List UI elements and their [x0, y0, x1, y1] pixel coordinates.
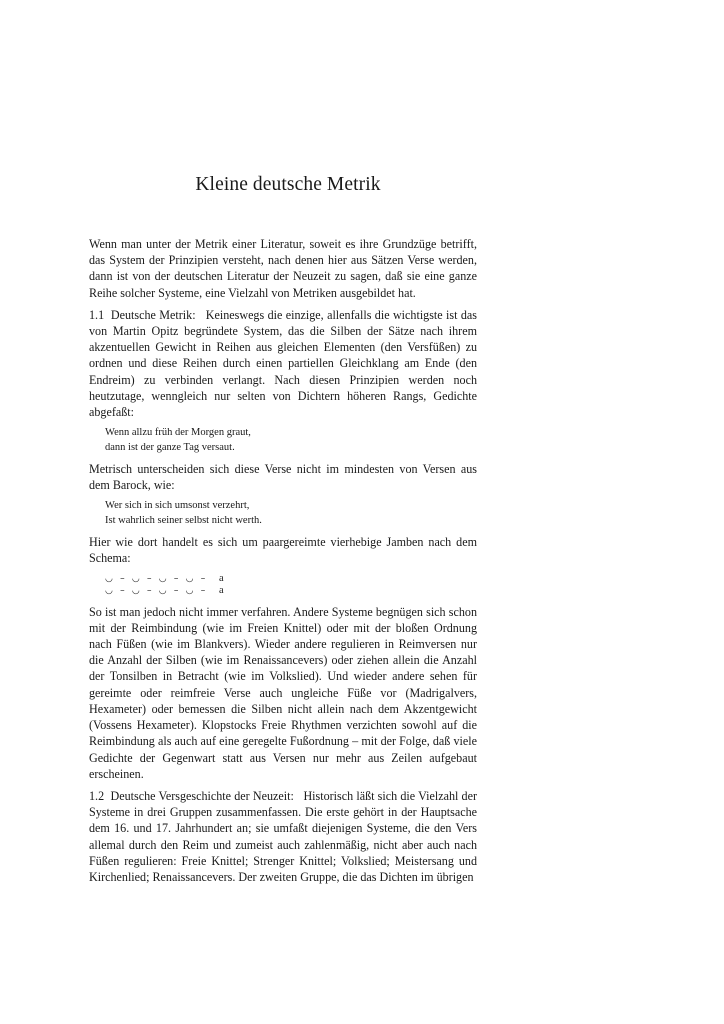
section-heading: Deutsche Metrik:: [110, 307, 196, 322]
section-heading: Deutsche Versgeschichte der Neuzeit:: [110, 788, 294, 803]
schema-rhyme: a: [219, 572, 224, 584]
section-1-2-paragraph: [89, 788, 477, 885]
paragraph: Metrisch unterscheiden sich diese Verse nicht im mindesten von Versen aus dem Barock, wie:: [89, 462, 477, 493]
section-number: 1.1: [89, 307, 105, 322]
metrical-schema: [105, 573, 477, 597]
paragraph: So ist man jedoch nicht immer verfahren. Andere Systeme begnügen sich schon mit der Reimbindung (wie im Freien Knittel) oder mit der bloßen Ordnung nach Füßen (wie im Blankvers). Wieder andere regulieren in Reimversen nur die Anzahl der Silben (wie im Renaissancevers) oder ziehen allein die Anzahl der Tonsilben in Betracht (wie im Volkslied). Und wieder andere sehen für gereimte oder reimfreie Verse auch ungleiche Füße vor (Madrigalvers, Hexameter) oder bemessen die Silben nicht allein nach dem Akzentgewicht (Vossens Hexameter). Klopstocks Freie Rhythmen verzichten sowohl auf die Reimbindung als auch auf eine geregelte Fußordnung – mit der Folge, daß viele Gedichte der Gegenwart statt aus Versen nur mehr aus Zeilen aufgebaut erscheinen.: [89, 604, 477, 781]
page-title: Kleine deutsche Metrik: [195, 174, 381, 195]
schema-symbols: ◡ – ◡ – ◡ – ◡ –: [105, 585, 208, 596]
verse-line: dann ist der ganze Tag versaut.: [105, 441, 235, 453]
verse-line: Wer sich in sich umsonst verzehrt,: [105, 500, 250, 512]
verse-quote-1: [105, 426, 477, 455]
schema-symbols: ◡ – ◡ – ◡ – ◡ –: [105, 573, 208, 584]
verse-line: Wenn allzu früh der Morgen graut,: [105, 427, 251, 439]
verse-quote-2: [105, 499, 477, 528]
section-number: 1.2: [89, 788, 105, 803]
intro-paragraph: Wenn man unter der Metrik einer Literatur, soweit es ihre Grundzüge betrifft, das System der Prinzipien versteht, nach denen hier aus Sätzen Verse werden, dann ist von der deutschen Literatur der Neuzeit zu sagen, daß sie eine ganze Reihe solcher Systeme, eine Vielzahl von Metriken ausgebildet hat.: [89, 237, 477, 300]
section-text: Keineswegs die einzige, allenfalls die wichtigste ist das von Martin Opitz begründete System, das die Silben der Sätze nach ihrem akzentuellen Gewicht in Reihen aus gleichen Elementen (den Versfüßen) zu ordnen und diese Reihen durch einen partiellen Gleichklang am Ende (den Endreim) zu verbinden verlangt. Nach diesen Prinzipien werden noch heutzutage, wenngleich nur selten von Dichtern höheren Rangs, Gedichte abgefaßt:: [89, 307, 477, 420]
page: [89, 174, 477, 891]
schema-row: [105, 573, 477, 585]
section-text: Historisch läßt sich die Vielzahl der Systeme in drei Gruppen zusammenfassen. Die erste gehört in der Hauptsache dem 16. und 17. Jahrhundert an; sie umfaßt diejenigen Systeme, die den Vers allemal durch den Reim und zumeist auch zahlenmäßig, nicht aber auch nach Füßen regulieren: Freie Knittel; Strenger Knittel; Volkslied; Meistersang und Kirchenlied; Renaissancevers. Der zweiten Gruppe, die das Dichten im übrigen: [89, 788, 477, 884]
schema-rhyme: a: [219, 584, 224, 596]
section-1-1-paragraph: [89, 307, 477, 420]
schema-row: [105, 585, 477, 597]
verse-line: Ist wahrlich seiner selbst nicht werth.: [105, 514, 262, 526]
paragraph: Hier wie dort handelt es sich um paargereimte vierhebige Jamben nach dem Schema:: [89, 535, 477, 566]
